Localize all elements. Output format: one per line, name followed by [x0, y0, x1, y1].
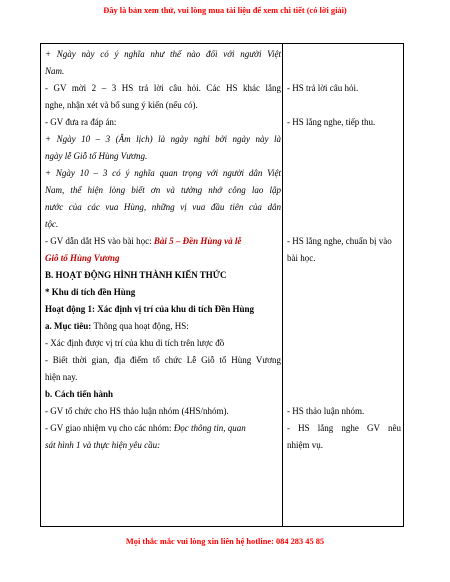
text-line: tộc. [45, 219, 59, 229]
text-line: - GV mời 2 – 3 HS trả lời câu hỏi. Các HS khác lắng [45, 83, 281, 93]
procedure-heading: b. Cách tiến hành [45, 389, 114, 399]
text-line: - HS lắng nghe GV nêu [287, 423, 401, 433]
preview-banner: Đây là bản xem thử, vui lòng mua tài liệu để xem chi tiết (có lời giải) [103, 6, 347, 15]
text-line: - HS lắng nghe, tiếp thu. [287, 117, 376, 127]
column-divider [282, 44, 283, 526]
text-span: Thông qua hoạt động, HS: [93, 321, 189, 331]
text-line: Nam. [45, 66, 65, 76]
text-line: - HS thảo luận nhóm. [287, 406, 365, 416]
text-line: nghe, nhận xét và bổ sung ý kiến (nếu có). [45, 100, 198, 110]
teacher-activity-column [45, 46, 281, 454]
hotline-footer: Mọi thắc mắc vui lòng xin liên hệ hotline: 084 283 45 85 [125, 537, 325, 546]
text-span: - GV dẫn dắt HS vào bài học: [45, 236, 154, 246]
objective-label: a. Mục tiêu: [45, 321, 94, 331]
text-line: - GV đưa ra đáp án: [45, 117, 117, 127]
section-heading: B. HOẠT ĐỘNG HÌNH THÀNH KIẾN THỨC [45, 270, 227, 280]
text-line: nhiệm vụ. [287, 440, 323, 450]
text-line: + Ngày này có ý nghĩa như thế nào đối với người Việt [45, 49, 281, 59]
text-line: nước của các vua Hùng, những vị vua đầu tiên của dân [45, 202, 281, 212]
lesson-table [40, 43, 404, 527]
task-line [45, 420, 281, 437]
student-activity-column [287, 46, 401, 454]
objective-line [45, 318, 281, 335]
text-span: Đọc thông tin, quan [173, 423, 246, 433]
text-line: sát hình 1 và thực hiện yêu cầu: [45, 440, 161, 450]
lesson-intro-line [45, 233, 281, 250]
text-line: - Xác định được vị trí của khu di tích trên lược đồ [45, 338, 225, 348]
subsection-heading: * Khu di tích đền Hùng [45, 287, 136, 297]
lesson-title: Bài 5 – Đền Hùng và lễ [153, 236, 242, 246]
lesson-title-cont: Giỗ tổ Hùng Vương [45, 253, 120, 263]
text-line: + Ngày 10 – 3 (Âm lịch) là ngày nghỉ bởi ngày này là [45, 134, 281, 144]
text-span: - GV giao nhiệm vụ cho các nhóm: [45, 423, 174, 433]
text-line: - GV tổ chức cho HS thảo luận nhóm (4HS/nhóm). [45, 406, 229, 416]
text-line: hiện nay. [45, 372, 78, 382]
activity-heading: Hoạt động 1: Xác định vị trí của khu di tích Đền Hùng [45, 304, 255, 314]
text-line: - HS trả lời câu hỏi. [287, 83, 359, 93]
text-line: - Biết thời gian, địa điểm tổ chức Lễ Giỗ tổ Hùng Vương [45, 355, 281, 365]
text-line: bài học. [287, 253, 316, 263]
text-line: Nam, thể hiện lòng biết ơn và tưởng nhớ công lao lập [45, 185, 281, 195]
text-line: ngày lễ Giỗ tổ Hùng Vương. [45, 151, 148, 161]
text-line: + Ngày 10 – 3 có ý nghĩa quan trọng với người dân Việt [45, 168, 281, 178]
text-line: - HS lắng nghe, chuẩn bị vào [287, 236, 392, 246]
